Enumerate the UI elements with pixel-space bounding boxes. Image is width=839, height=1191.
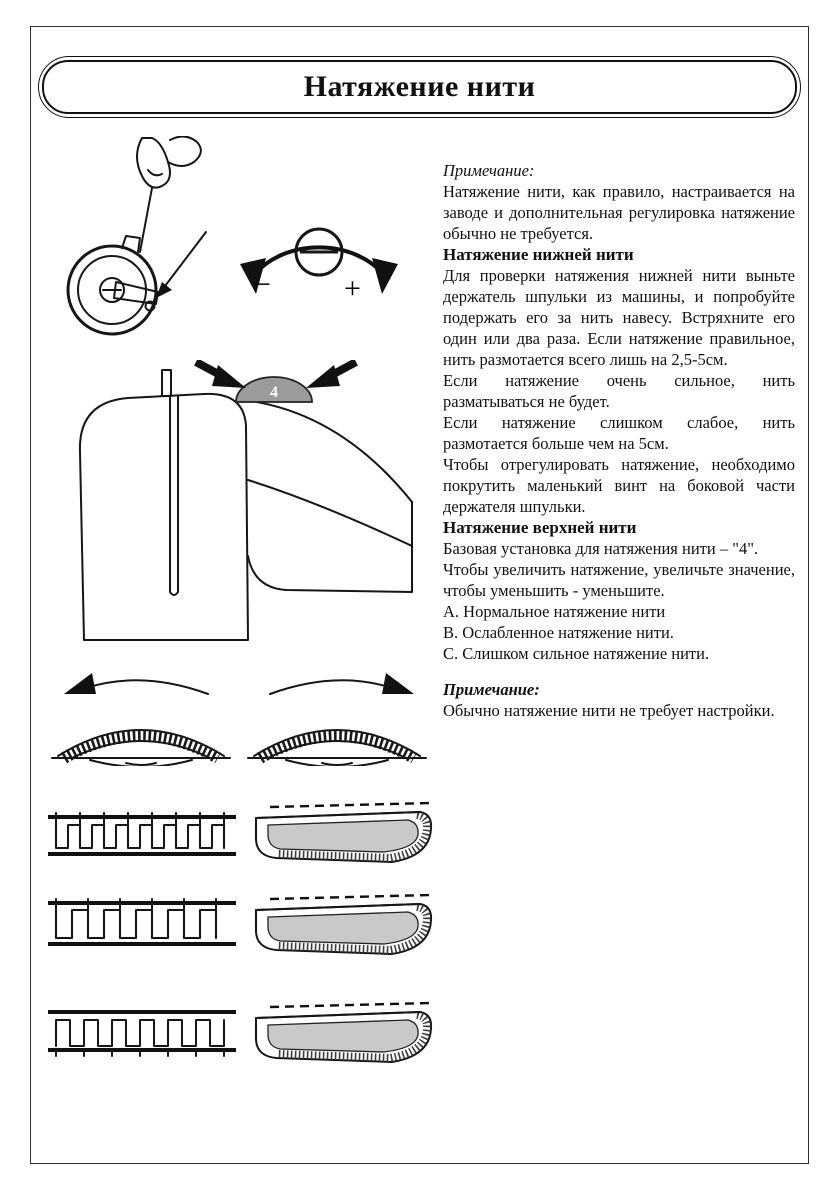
title-banner <box>38 56 801 118</box>
machine-bed <box>248 502 412 592</box>
dial-knurling <box>260 736 414 758</box>
stitch-normal-figure <box>46 812 238 862</box>
heading-lower-tension: Натяжение нижней нити <box>443 245 634 264</box>
bobbin-case-figure <box>56 136 228 346</box>
fabric-normal-illustration <box>242 798 434 888</box>
thread-loops <box>56 825 224 848</box>
pointer-arrowhead <box>156 282 172 298</box>
thread-loops <box>56 910 216 938</box>
fingernail-line <box>148 170 162 175</box>
stitch-tight-illustration <box>46 1006 238 1058</box>
pointer-arrow-line <box>162 232 206 290</box>
machine-inner-sweep <box>248 480 412 546</box>
arrowhead-right <box>372 258 398 294</box>
spool-pin <box>162 370 171 396</box>
fabric-top-edge <box>256 812 420 818</box>
turn-arrow-right-head <box>306 365 340 388</box>
machine-body <box>80 394 248 640</box>
tension-screw-figure <box>232 202 412 317</box>
fabric-tight-figure <box>242 998 434 1088</box>
tension-item-a: A. Нормальное натяжение нити <box>443 602 666 621</box>
text-column <box>443 160 795 721</box>
stitch-dashes <box>270 895 430 899</box>
thread-line <box>140 188 152 252</box>
thread-loops <box>56 1020 224 1046</box>
stitch-loose-figure <box>46 898 238 950</box>
turn-left-arrow-shaft <box>86 680 208 694</box>
stitch-dashes <box>270 803 430 807</box>
tension-item-c: C. Слишком сильное натяжение нити. <box>443 644 710 663</box>
dial-increase-figure <box>246 668 428 766</box>
finger-shape <box>137 138 170 188</box>
fabric-inner-layer <box>268 1020 418 1052</box>
fabric-loose-figure <box>242 890 434 980</box>
dial-turn-right-illustration <box>246 668 428 766</box>
note-text-top: Натяжение нити, как правило, настраивается на заводе и дополнительная регулировка натяжение обычно не требуется. <box>443 182 795 243</box>
tension-dial-value: 4 <box>270 384 278 401</box>
thread-slot <box>170 396 178 595</box>
dial-front-detail <box>322 763 352 765</box>
minus-sign: − <box>254 268 271 301</box>
heading-upper-tension: Натяжение верхней нити <box>443 518 637 537</box>
tension-item-b: B. Ослабленное натяжение нити. <box>443 623 674 642</box>
title-banner-inner <box>42 60 797 114</box>
sewing-machine-illustration <box>56 360 418 648</box>
note-text-bottom: Обычно натяжение нити не требует настройки. <box>443 701 775 720</box>
hand-holding-bobbin-illustration <box>56 136 228 346</box>
dial-turn-left-illustration <box>50 668 232 766</box>
stitch-tight-figure <box>46 1006 238 1058</box>
turn-arrow-left-head <box>212 365 246 388</box>
fabric-tight-illustration <box>242 998 434 1088</box>
lower-tension-paragraph: Чтобы отрегулировать натяжение, необходимо покрутить маленький винт на боковой части держателя шпульки. <box>443 455 795 516</box>
turn-right-arrow-shaft <box>270 680 392 694</box>
fabric-inner-layer <box>268 912 418 944</box>
turn-left-arrowhead <box>64 673 96 694</box>
turn-right-arrowhead <box>382 673 414 694</box>
stitch-dashes <box>270 1003 430 1007</box>
dial-knurling <box>64 736 218 758</box>
upper-tension-adjust: Чтобы увеличить натяжение, увеличьте значение, чтобы уменьшить - уменьшите. <box>443 560 795 600</box>
fabric-top-edge <box>256 904 420 910</box>
screw-turn-direction-illustration <box>232 202 412 317</box>
stitch-loose-illustration <box>46 898 238 950</box>
sewing-machine-figure <box>56 360 418 648</box>
note-label-bottom: Примечание: <box>443 680 540 699</box>
lower-tension-paragraph: Для проверки натяжения нижней нити выньте держатель шпульки из машины, и попробуйте подержать его за нить навесу. Встряхните его один или два раза. Если натяжение правильное, нить размотается всего лишь на 2,5-5см. <box>443 266 795 369</box>
fabric-normal-figure <box>242 798 434 888</box>
stitch-normal-illustration <box>46 812 238 862</box>
fabric-loose-illustration <box>242 890 434 980</box>
lower-tension-paragraph: Если натяжение очень сильное, нить разматываться не будет. <box>443 371 795 411</box>
plus-sign: + <box>344 272 361 305</box>
fabric-inner-layer <box>268 820 418 852</box>
upper-tension-base-setting: Базовая установка для натяжения нити – "4". <box>443 539 759 558</box>
dial-front-detail <box>126 763 156 765</box>
note-label-top: Примечание: <box>443 161 535 180</box>
page-title: Натяжение нити <box>303 70 536 103</box>
lower-tension-paragraph: Если натяжение слишком слабое, нить размотается больше чем на 5см. <box>443 413 795 453</box>
dial-decrease-figure <box>50 668 232 766</box>
thumb-shape <box>168 136 201 166</box>
fabric-top-edge <box>256 1012 420 1018</box>
